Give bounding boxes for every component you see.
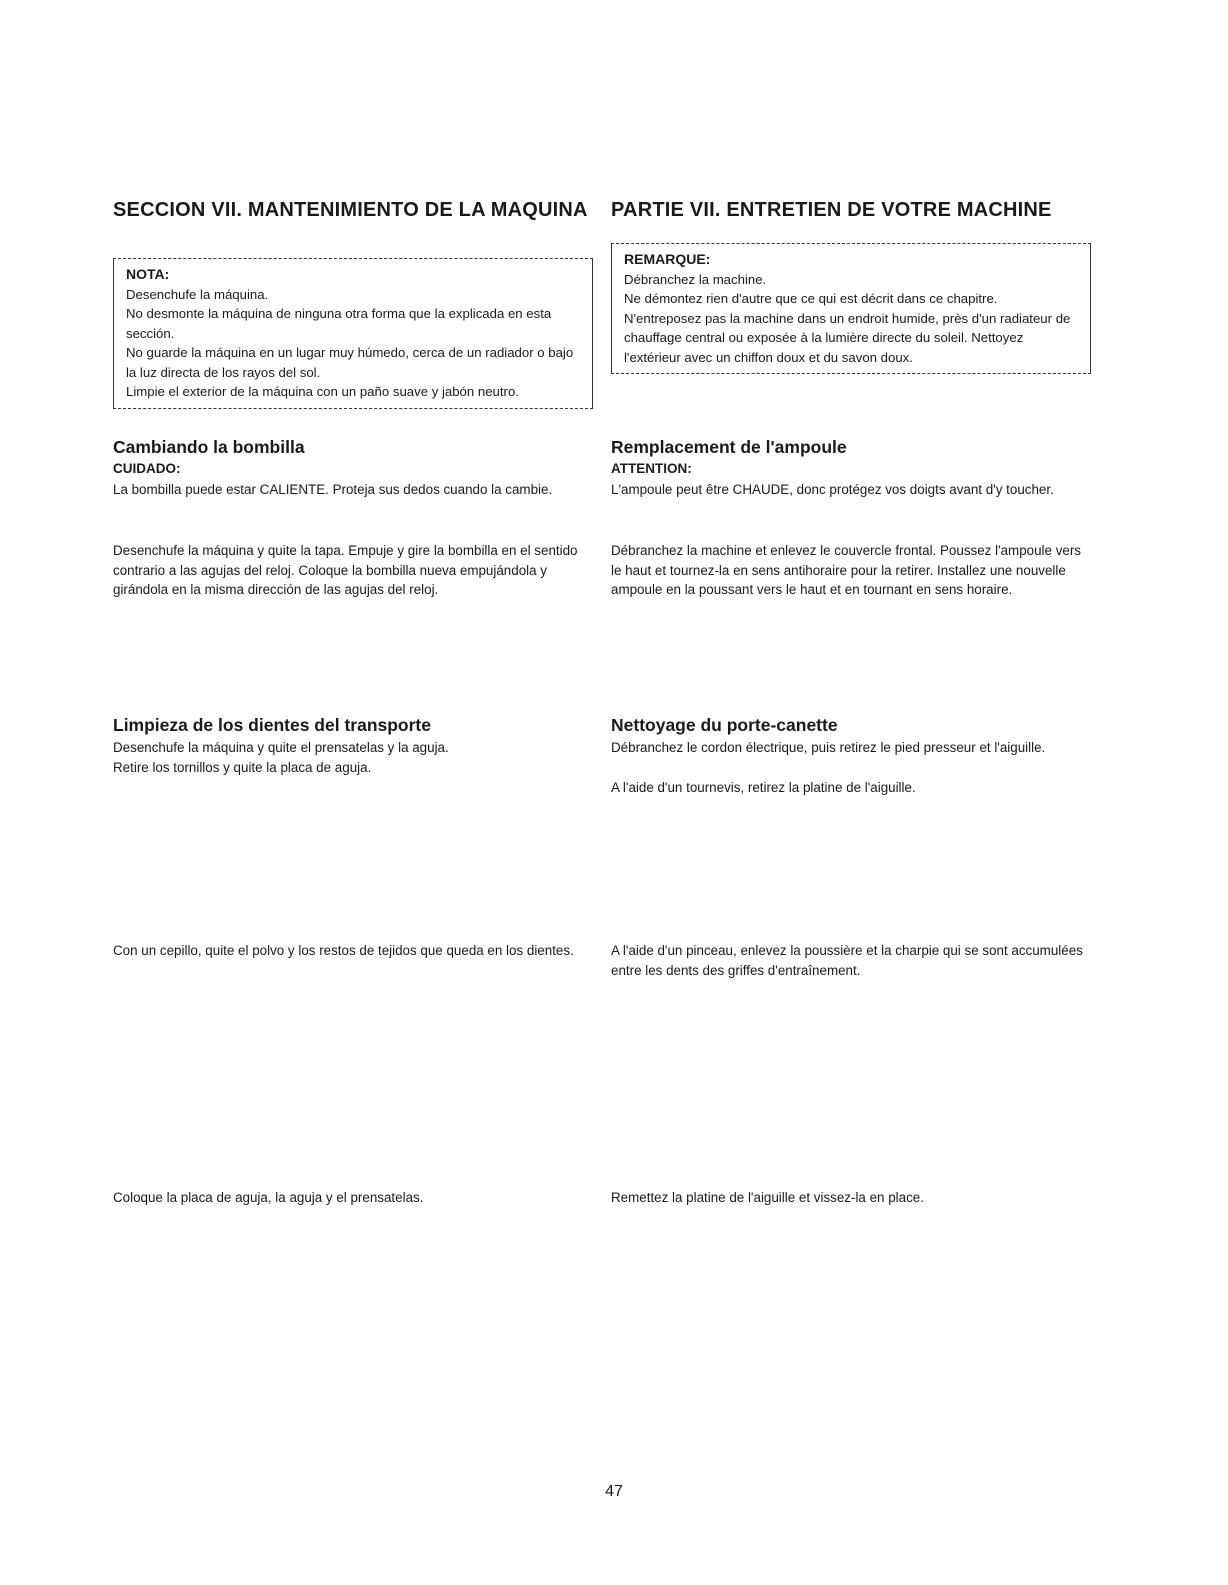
es-section-title: SECCION VII. MANTENIMIENTO DE LA MAQUINA — [113, 199, 588, 221]
es-caution-text: La bombilla puede estar CALIENTE. Proteja sus dedos cuando la cambie. — [113, 482, 553, 497]
page-number: 47 — [605, 1483, 623, 1500]
fr-bulb-steps: Débranchez la machine et enlevez le couvercle frontal. Poussez l'ampoule vers le haut et tournez-la en sens antihoraire pour la retirer. Installez une nouvelle ampoule en la poussant vers le haut et en tournant en sens horaire. — [611, 543, 1081, 597]
es-brush-text: Con un cepillo, quite el polvo y los restos de tejidos que queda en los dientes. — [113, 943, 574, 958]
fr-caution-text: L'ampoule peut être CHAUDE, donc protégez vos doigts avant d'y toucher. — [611, 482, 1054, 497]
es-replace-text: Coloque la placa de aguja, la aguja y el prensatelas. — [113, 1190, 424, 1205]
fr-replace-text: Remettez la platine de l'aiguille et vissez-la en place. — [611, 1190, 924, 1205]
es-bulb-heading: Cambiando la bombilla — [113, 437, 305, 457]
es-note-line: Desenchufe la máquina. — [126, 286, 269, 302]
fr-caution-label: ATTENTION: — [611, 461, 692, 476]
es-note-line: No desmonte la máquina de ninguna otra forma que la explicada en esta sección. — [126, 306, 552, 341]
es-note-line: Limpie el exterior de la máquina con un paño suave y jabón neutro. — [126, 384, 519, 399]
fr-note-box — [611, 243, 1091, 374]
es-feed-line1: Desenchufe la máquina y quite el prensatelas y la aguja. — [113, 740, 449, 755]
fr-brush-text: A l'aide d'un pinceau, enlevez la poussière et la charpie qui se sont accumulées entre les dents des griffes d'entraînement. — [611, 943, 1083, 978]
fr-note-line: N'entreposez pas la machine dans un endroit humide, près d'un radiateur de chauffage central ou exposée à la lumière directe du soleil. Nettoyez l'extérieur avec un chiffon doux et du savon doux. — [624, 310, 1071, 365]
fr-note-label: REMARQUE: — [624, 251, 711, 267]
fr-feed-line1: Débranchez le cordon électrique, puis retirez le pied presseur et l'aiguille. — [611, 740, 1046, 755]
es-note-label: NOTA: — [126, 266, 170, 282]
es-feed-line2: Retire los tornillos y quite la placa de aguja. — [113, 760, 372, 775]
es-bulb-steps: Desenchufe la máquina y quite la tapa. Empuje y gire la bombilla en el sentido contrario a las agujas del reloj. Coloque la bombilla nueva empujándola y girándola en la misma dirección de las agujas del reloj. — [113, 543, 578, 597]
es-feed-heading: Limpieza de los dientes del transporte — [113, 715, 431, 735]
es-note-box — [113, 258, 593, 409]
fr-bulb-heading: Remplacement de l'ampoule — [611, 437, 847, 457]
fr-section-title: PARTIE VII. ENTRETIEN DE VOTRE MACHINE — [611, 199, 1052, 221]
fr-feed-heading: Nettoyage du porte-canette — [611, 715, 838, 735]
es-note-line: No guarde la máquina en un lugar muy húmedo, cerca de un radiador o bajo la luz directa de los rayos del sol. — [126, 345, 574, 380]
fr-note-line: Ne démontez rien d'autre que ce qui est décrit dans ce chapitre. — [624, 291, 998, 306]
es-caution-label: CUIDADO: — [113, 461, 181, 476]
fr-feed-line2: A l'aide d'un tournevis, retirez la platine de l'aiguille. — [611, 780, 916, 795]
fr-note-line: Débranchez la machine. — [624, 271, 767, 287]
